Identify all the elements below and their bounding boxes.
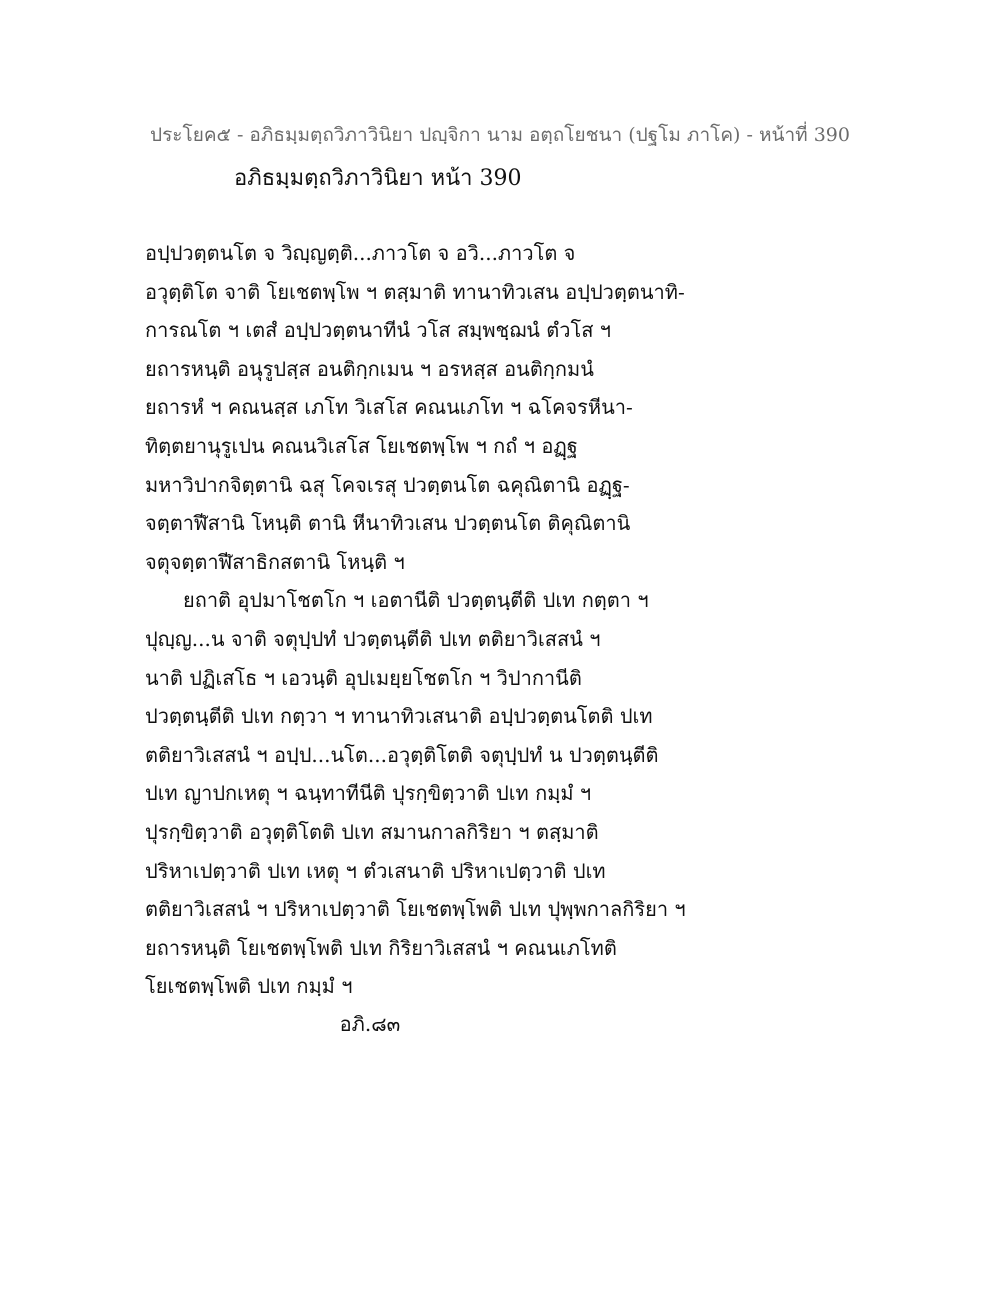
text-line: ยถารหํ ฯ คณนสฺส เภโท วิเสโส คณนเภโท ฯ ฉโคจรหีนา-	[145, 395, 633, 420]
text-line: ปวตฺตนฺตีติ ปเท กตฺวา ฯ ทานาทิวเสนาติ อปฺปวตฺตนโตติ ปเท	[145, 704, 653, 729]
text-line: ยถาติ อุปมาโชตโก ฯ เอตานีติ ปวตฺตนฺตีติ ปเท กตฺตา ฯ	[183, 588, 649, 613]
text-line: การณโต ฯ เตสํ อปฺปวตฺตนาทีนํ วโส สมฺพชฺฌนํ ตํวโส ฯ	[145, 318, 611, 343]
text-line: จตฺตาฬีสานิ โหนฺติ ตานิ หีนาทิวเสน ปวตฺตนโต ติคุณิตานิ	[145, 511, 631, 536]
footer-mark: อภิ.๘๓	[339, 1012, 401, 1036]
running-header	[0, 120, 1000, 150]
paragraph-1	[145, 234, 865, 581]
text-line: โยเชตพฺโพติ ปเท กมฺมํ ฯ	[145, 974, 353, 999]
text-line: ปุรกฺขิตฺวาติ อวุตฺติโตติ ปเท สมานกาลกิริยา ฯ ตสฺมาติ	[145, 819, 599, 844]
text-line: มหาวิปากจิตฺตานิ ฉสุ โคจเรสุ ปวตฺตนโต ฉคุณิตานิ อฏฺฐ-	[145, 472, 630, 497]
paragraph-2	[145, 581, 865, 1006]
text-line: ยถารหนฺติ อนุรูปสฺส อนติกฺกเมน ฯ อรหสฺส อนติกฺกมนํ	[145, 356, 594, 381]
text-line: อวุตฺติโต จาติ โยเชตพฺโพ ฯ ตสฺมาติ ทานาทิวเสน อปฺปวตฺตนาทิ-	[145, 279, 685, 304]
body-text	[145, 234, 865, 1006]
text-line: ปเท ญาปกเหตุ ฯ ฉนฺทาทีนีติ ปุรกฺขิตฺวาติ ปเท กมฺมํ ฯ	[145, 781, 592, 806]
running-header-text: ประโยค๕ - อภิธมฺมตฺถวิภาวินิยา ปญฺจิกา นาม อตฺถโยชนา (ปฐโม ภาโค) - หน้าที่ 390	[150, 124, 850, 146]
text-line: ปุญฺญ...น จาติ จตุปฺปทํ ปวตฺตนฺตีติ ปเท ตติยาวิเสสนํ ฯ	[145, 626, 601, 651]
text-line: นาติ ปฏิเสโธ ฯ เอวนฺติ อุปเมยฺยโชตโก ฯ วิปากานีติ	[145, 665, 582, 690]
page-title: อภิธมฺมตฺถวิภาวินิยา หน้า 390	[234, 166, 522, 191]
text-line: ยถารหนฺติ โยเชตพฺโพติ ปเท กิริยาวิเสสนํ ฯ คณนเภโทติ	[145, 935, 617, 960]
text-line: ปริหาเปตฺวาติ ปเท เหตุ ฯ ตํวเสนาติ ปริหาเปตฺวาติ ปเท	[145, 858, 606, 883]
text-line: อปฺปวตฺตนโต จ วิญฺญตฺติ...ภาวโต จ อวิ...ภาวโต จ	[145, 241, 576, 265]
text-line: ทิตฺตยานุรูเปน คณนวิเสโส โยเชตพฺโพ ฯ กถํ ฯ อฏฺฐ	[145, 433, 578, 458]
text-line: ตติยาวิเสสนํ ฯ อปฺป...นโต...อวุตฺติโตติ จตุปฺปทํ น ปวตฺตนฺตีติ	[145, 742, 659, 767]
text-line: ตติยาวิเสสนํ ฯ ปริหาเปตฺวาติ โยเชตพฺโพติ ปเท ปุพฺพกาลกิริยา ฯ	[145, 897, 686, 922]
text-line: จตุจตฺตาฬีสาธิกสตานิ โหนฺติ ฯ	[145, 549, 405, 574]
